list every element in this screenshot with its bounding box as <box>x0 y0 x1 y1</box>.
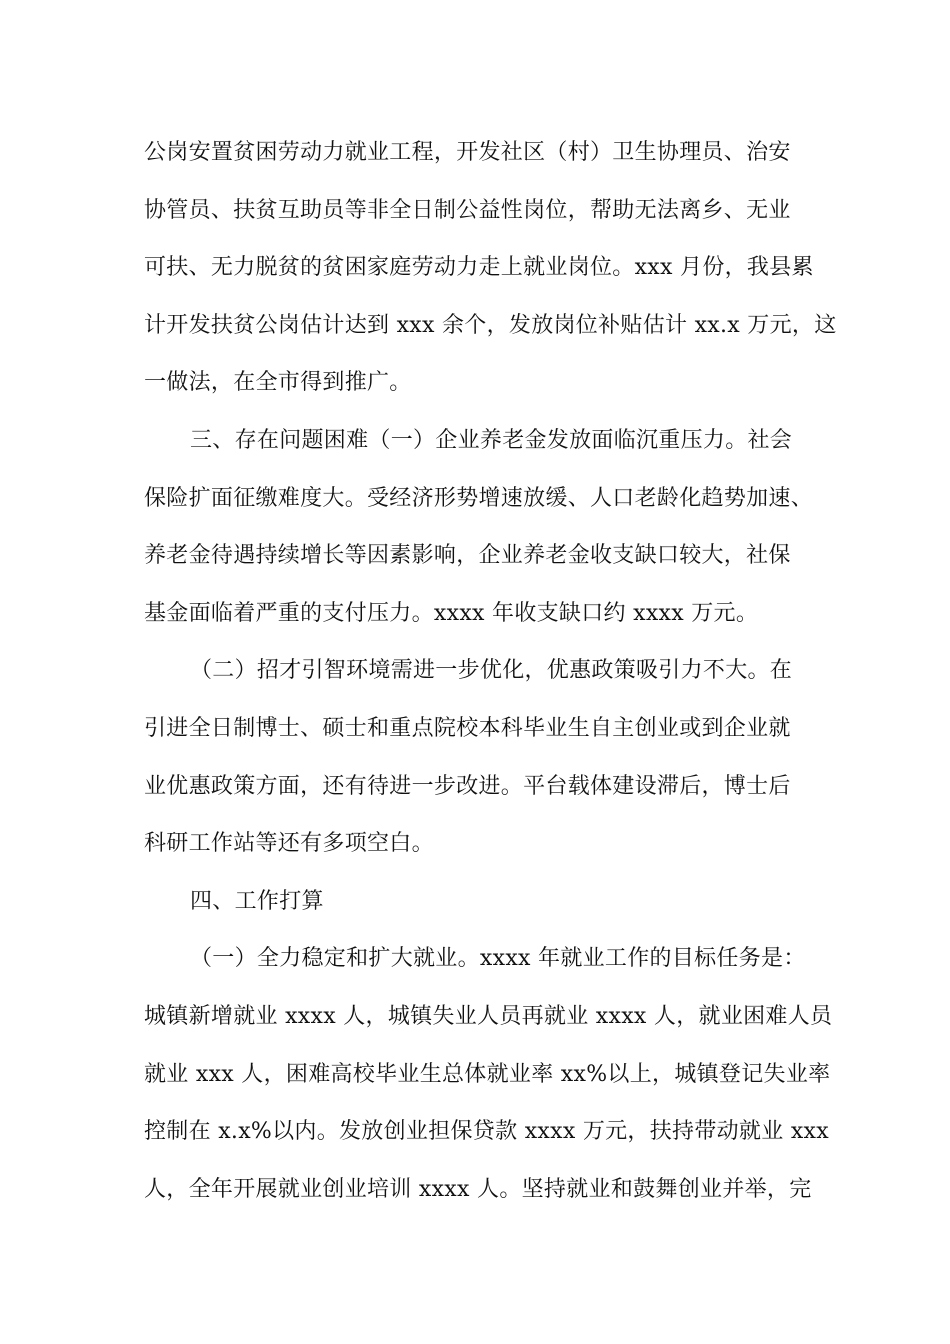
text-line: 基金面临着严重的支付压力。xxxx 年收支缺口约 xxxx 万元。 <box>144 600 759 626</box>
text-line: 控制在 x.x%以内。发放创业担保贷款 xxxx 万元，扶持带动就业 xxx <box>144 1119 829 1145</box>
text-line: 一做法，在全市得到推广。 <box>144 370 412 396</box>
text-line: 协管员、扶贫互助员等非全日制公益性岗位，帮助无法离乡、无业 <box>144 197 791 223</box>
text-line: 科研工作站等还有多项空白。 <box>144 831 434 857</box>
paragraph-start: （二）招才引智环境需进一步优化，优惠政策吸引力不大。在 <box>190 658 793 684</box>
text-line: 城镇新增就业 xxxx 人，城镇失业人员再就业 xxxx 人，就业困难人员 <box>144 1003 833 1029</box>
text-line: 引进全日制博士、硕士和重点院校本科毕业生自主创业或到企业就 <box>144 715 791 741</box>
text-line: 可扶、无力脱贫的贫困家庭劳动力走上就业岗位。xxx 月份，我县累 <box>144 255 814 281</box>
text-line: 人，全年开展就业创业培训 xxxx 人。坚持就业和鼓舞创业并举，完 <box>144 1176 812 1202</box>
paragraph-start: （一）全力稳定和扩大就业。xxxx 年就业工作的目标任务是： <box>190 946 806 972</box>
text-line: 公岗安置贫困劳动力就业工程，开发社区（村）卫生协理员、治安 <box>144 140 791 165</box>
section-heading-work-plan: 四、工作打算 <box>190 888 324 914</box>
document-body <box>144 124 837 1218</box>
text-line: 就业 xxx 人，困难高校毕业生总体就业率 xx%以上，城镇登记失业率 <box>144 1061 831 1087</box>
section-heading-problems: 三、存在问题困难（一）企业养老金发放面临沉重压力。社会 <box>190 427 793 453</box>
text-line: 保险扩面征缴难度大。受经济形势增速放缓、人口老龄化趋势加速、 <box>144 485 814 511</box>
text-line: 养老金待遇持续增长等因素影响，企业养老金收支缺口较大，社保 <box>144 543 791 569</box>
text-line: 计开发扶贫公岗估计达到 xxx 余个，发放岗位补贴估计 xx.x 万元，这 <box>144 312 837 338</box>
text-line: 业优惠政策方面，还有待进一步改进。平台载体建设滞后，博士后 <box>144 773 791 799</box>
